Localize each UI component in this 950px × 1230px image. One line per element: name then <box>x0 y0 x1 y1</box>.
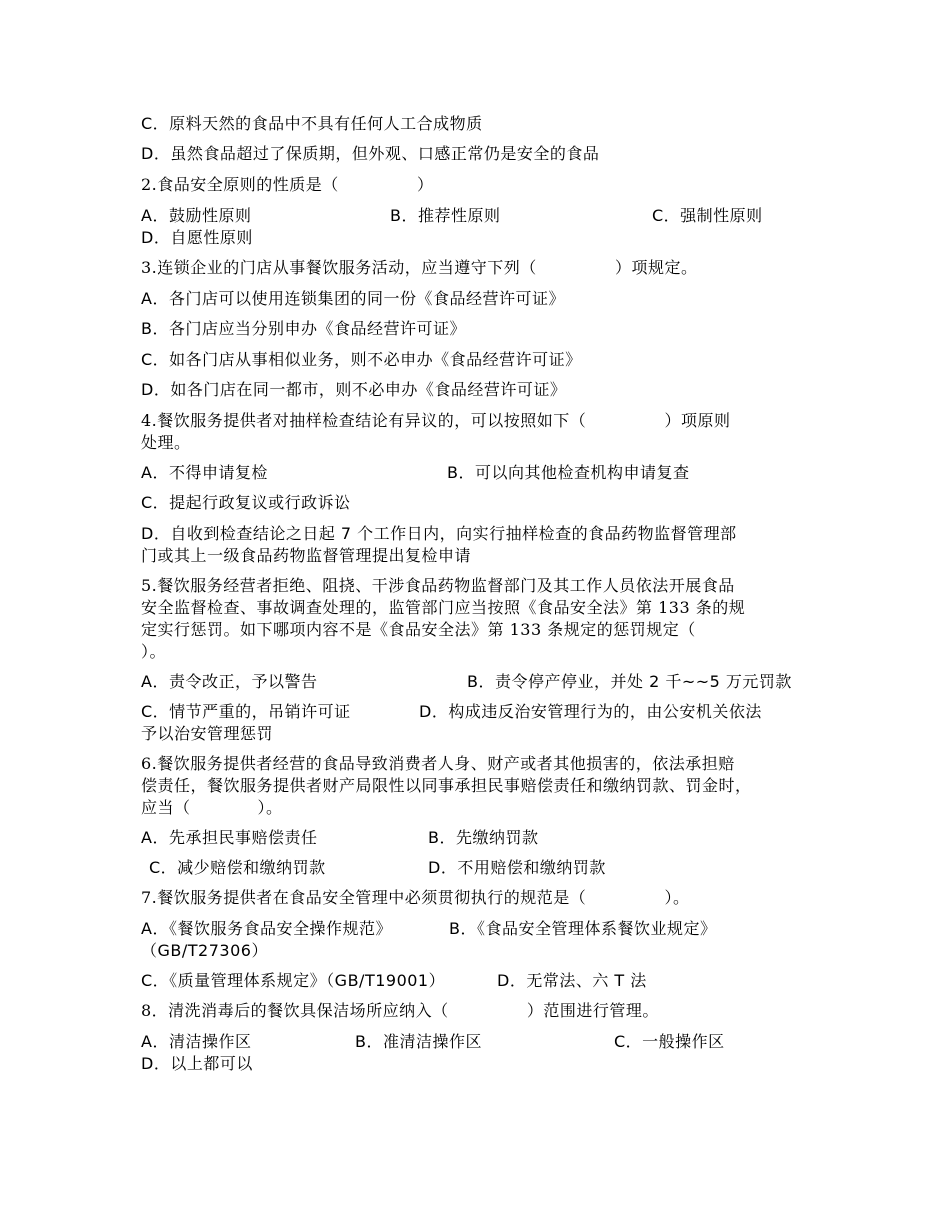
option-line: C．强制性原则 <box>652 206 763 225</box>
question-line: 7.餐饮服务提供者在食品安全管理中必须贯彻执行的规范是（ ）。 <box>141 888 690 907</box>
option-line: D．自愿性原则 <box>141 228 253 247</box>
question-line: ）。 <box>141 642 167 661</box>
option-line: D．构成违反治安管理行为的，由公安机关依法 <box>419 702 762 721</box>
option-line: C．如各门店从事相似业务，则不必申办《食品经营许可证》 <box>141 350 582 369</box>
option-line: （GB/T27306） <box>141 941 268 960</box>
option-line: B．推荐性原则 <box>390 206 501 225</box>
question-line: 偿责任，餐饮服务提供者财产局限性以同事承担民事赔偿责任和缴纳罚款、罚金时， <box>141 776 752 795</box>
option-line: B．可以向其他检查机构申请复查 <box>447 463 690 482</box>
question-line: 4.餐饮服务提供者对抽样检查结论有异议的，可以按照如下（ ）项原则 <box>141 411 731 430</box>
option-line: A．清洁操作区 <box>141 1032 252 1051</box>
question-line: 6.餐饮服务提供者经营的食品导致消费者人身、财产或者其他损害的，依法承担赔 <box>141 754 735 773</box>
option-line: C．原料天然的食品中不具有任何人工合成物质 <box>141 114 483 133</box>
option-line: A．责令改正，予以警告 <box>141 672 318 691</box>
option-line: C．减少赔偿和缴纳罚款 <box>149 858 326 877</box>
option-line: 门或其上一级食品药物监督管理提出复检申请 <box>141 546 472 565</box>
question-line: 处理。 <box>141 433 191 452</box>
question-line: 8．清洗消毒后的餐饮具保洁场所应纳入（ ）范围进行管理。 <box>141 1001 659 1020</box>
question-line: 3.连锁企业的门店从事餐饮服务活动，应当遵守下列（ ）项规定。 <box>141 258 698 277</box>
option-line: B．准清洁操作区 <box>355 1032 482 1051</box>
option-line: C．《质量管理体系规定》（GB/T19001） <box>141 971 446 990</box>
option-line: 予以治安管理惩罚 <box>141 724 274 743</box>
option-line: D．以上都可以 <box>141 1054 253 1073</box>
option-line: D．如各门店在同一都市，则不必申办《食品经营许可证》 <box>141 380 567 399</box>
option-line: D．虽然食品超过了保质期，但外观、口感正常仍是安全的食品 <box>141 144 600 163</box>
option-line: B．各门店应当分别申办《食品经营许可证》 <box>141 319 466 338</box>
question-line: 安全监督检查、事故调查处理的，监管部门应当按照《食品安全法》第 133 条的规 <box>141 598 746 617</box>
option-line: C．提起行政复议或行政诉讼 <box>141 493 351 512</box>
option-line: D．无常法、六 T 法 <box>497 971 647 990</box>
question-line: 2.食品安全原则的性质是（ ） <box>141 175 434 194</box>
option-line: B．责令停产停业，并处 2 千~~5 万元罚款 <box>467 672 792 691</box>
option-line: A．先承担民事赔偿责任 <box>141 828 318 847</box>
question-line: 应当（ ）。 <box>141 798 283 817</box>
option-line: A．鼓励性原则 <box>141 206 252 225</box>
option-line: A．各门店可以使用连锁集团的同一份《食品经营许可证》 <box>141 289 565 308</box>
option-line: A．《餐饮服务食品安全操作规范》 <box>141 919 392 938</box>
option-line: C．情节严重的，吊销许可证 <box>141 702 351 721</box>
option-line: D．自收到检查结论之日起 7 个工作日内，向实行抽样检查的食品药物监督管理部 <box>141 524 737 543</box>
option-line: D．不用赔偿和缴纳罚款 <box>428 858 606 877</box>
option-line: C．一般操作区 <box>614 1032 725 1051</box>
option-line: B．《食品安全管理体系餐饮业规定》 <box>449 919 717 938</box>
option-line: B．先缴纳罚款 <box>428 828 539 847</box>
question-line: 5.餐饮服务经营者拒绝、阻挠、干涉食品药物监督部门及其工作人员依法开展食品 <box>141 576 735 595</box>
option-line: A．不得申请复检 <box>141 463 268 482</box>
question-line: 定实行惩罚。如下哪项内容不是《食品安全法》第 133 条规定的惩罚规定（ <box>141 620 696 639</box>
